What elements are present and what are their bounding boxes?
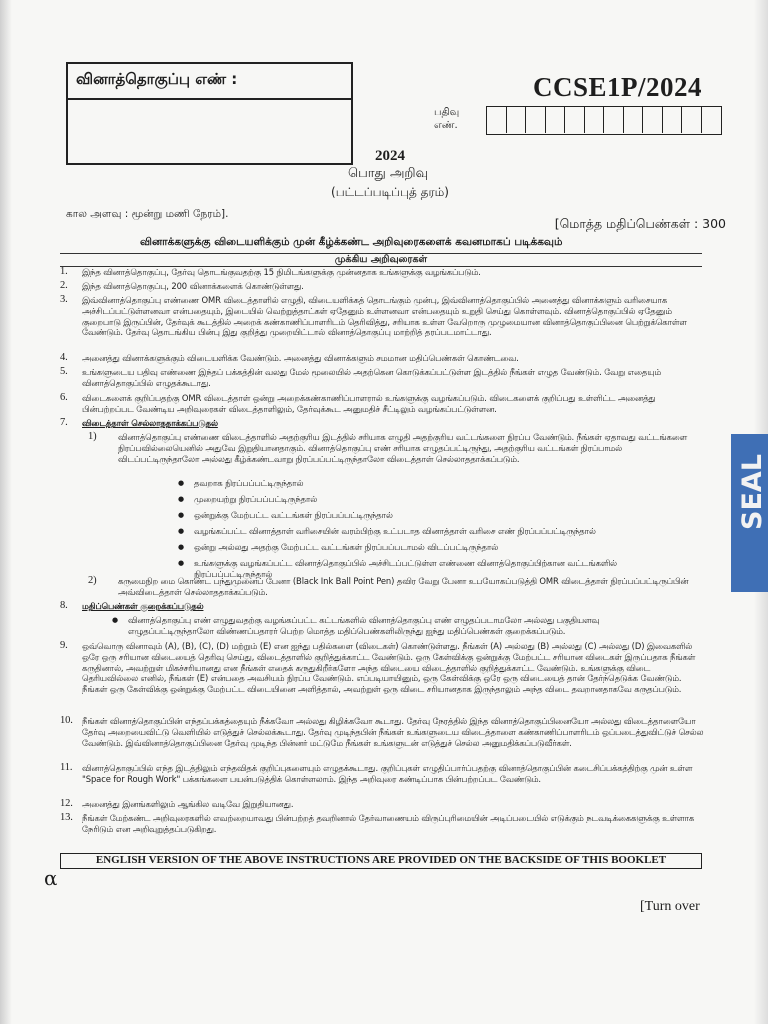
- instruction-text: வினாத்தொகுப்பில் எந்த இடத்திலும் எந்தவிதக் குறிப்புகளையும் எழுதக்கூடாது. குறிப்புகள் எழுதிப்பார்ப்பதற்கு வினாத்தொகுப்பின் கடைசிப்பக்கத்திற்கு முன் உள்ள "Space for Rough Work" பக்கங்களை பயன்படுத்திக் கொள்ளலாம். இந்த அறிவுரை கண்டிப்பாக பின்பற்றப்பட வேண்டும்.: [82, 763, 693, 784]
- instruction-text: ஒவ்வொரு வினாவும் (A), (B), (C), (D) மற்றும் (E) என ஐந்து பதில்களை (விடைகள்) கொண்டுள்ளது. நீங்கள் (A) அல்லது (B) அல்லது (C) அல்லது (D) இவைகளில் ஒரே ஒரு சரியான விடையைத் தெரிவு செய்து, விடைத்தாளில் குறித்துக்காட்ட வேண்டும். ஒரு கேள்விக்கு ஒன்றுக்கு மேற்பட்ட சரியான விடைகள் இருப்பதாக நீங்கள் கருதினால், அவற்றுள் மிகச்சரியானது என நீங்கள் எதைக் கருதுகிறீர்களோ அந்த விடையை விடைத்தாளில் குறித்துக்காட்ட வேண்டும். உங்களுக்கு விடை தெரியவில்லை எனில், நீங்கள் (E) என்பதை அவசியம் நிரப்ப வேண்டும். எப்படியாயினும், ஒரு கேள்விக்கு ஒரே ஒரு விடையைத் தான் தேர்ந்தெடுக்க வேண்டும். நீங்கள் ஒரு கேள்விக்கு ஒன்றுக்கு மேற்பட்ட விடையினை அளித்தால், அவற்றுள் ஒரு விடை சரியானதாக இருந்தாலும் அந்த விடை தவறானதாகவே கருதப்படும்.: [82, 641, 696, 695]
- invalidation-bullet-list: [60, 478, 705, 579]
- instruction-number: 11.: [60, 762, 73, 773]
- bullet-text: முறையற்று நிரப்பப்பட்டிருந்தால்: [194, 494, 318, 504]
- sub-item-number: 1): [88, 431, 97, 442]
- instructions-heading: முக்கிய அறிவுரைகள்: [60, 253, 702, 267]
- register-label-line1: பதிவு: [434, 107, 460, 118]
- bullet-mark: ●: [178, 559, 185, 567]
- subject-standard: (பட்டப்படிப்புத் தரம்): [331, 185, 449, 199]
- seal-tab: [731, 434, 768, 592]
- instruction-text: நீங்கள் வினாத்தொகுப்பின் எந்தப்பக்கத்தையும் நீக்கவோ அல்லது கிழிக்கவோ கூடாது. தேர்வு நேரத்தில் இந்த வினாத்தொகுப்பினையோ அல்லது விடைத்தாளையோ தேர்வு அறையைவிட்டு வெளியில் எடுத்துச் செல்லக்கூடாது. தேர்வு முடிந்தபின் நீங்கள் உங்களுடைய விடைத்தாளை கண்காணிப்பாளரிடம் ஒப்படைத்துவிட்டுச் செல்ல வேண்டும். இவ்வினாத்தொகுப்பினை தேர்வு முடிந்த பின்னர் மட்டுமே நீங்கள் உங்களுடன் எடுத்துச் செல்ல அனுமதிக்கப்படுவீர்கள்.: [82, 716, 704, 748]
- instruction-number: 8.: [60, 600, 68, 611]
- bullet-text: ஒன்றுக்கு மேற்பட்ட வட்டங்கள் நிரப்பப்பட்டிருந்தால்: [194, 510, 393, 520]
- bullet-mark: ●: [178, 527, 185, 535]
- register-digit-box: [565, 107, 585, 133]
- register-digit-box: [663, 107, 683, 133]
- instruction-item: [60, 716, 705, 762]
- register-digit-box: [624, 107, 644, 133]
- instruction-item: [60, 367, 705, 391]
- sub-item-text: வினாத்தொகுப்பு எண்ணை விடைத்தாளில் அதற்குரிய இடத்தில் சரியாக எழுதி அதற்குரிய வட்டங்களை நிரப்ப வேண்டும். நீங்கள் ஏதாவது வட்டங்களை நிரப்பவில்லையெனில் அதுவே இறுதியானதாகும். வினாத்தொகுப்பு எண் சரியாக எழுதப்பட்டிருந்து, அதற்குரிய வட்டங்கள் நிரப்பாமல் விடப்பட்டிருந்தாலோ அல்லது கீழ்க்கண்டவாறு நிரப்பப்பட்டிருந்தாலோ விடைத்தாள் செல்லாததாக்கப்படும்.: [118, 432, 688, 464]
- register-digit-box: [585, 107, 605, 133]
- bullet-mark: ●: [178, 479, 185, 487]
- instruction-number: 2.: [60, 280, 68, 291]
- instruction-item: [60, 418, 705, 430]
- register-digit-box: [487, 107, 507, 133]
- bullet-mark: ●: [178, 495, 185, 503]
- instruction-number: 1.: [60, 266, 68, 277]
- subject-title: பொது அறிவு: [347, 166, 429, 181]
- instruction-text: இந்த வினாத்தொகுப்பு, 200 வினாக்களைக் கொண்டுள்ளது.: [82, 281, 304, 291]
- invalidation-heading: விடைத்தாள் செல்லாததாக்கப்படுதல்: [82, 418, 218, 428]
- instruction-item: [60, 763, 705, 797]
- instruction-number: 3.: [60, 294, 68, 305]
- instruction-number: 7.: [60, 417, 68, 428]
- register-digit-box: [604, 107, 624, 133]
- series-symbol: α: [44, 866, 58, 890]
- register-digit-box: [546, 107, 566, 133]
- instruction-item: [60, 353, 705, 365]
- invalidation-sub-item-2: [60, 576, 705, 600]
- marks-reduction-heading: மதிப்பெண்கள் குறைக்கப்படுதல்: [82, 601, 204, 611]
- instruction-item: [60, 281, 705, 293]
- instruction-text: இந்த வினாத்தொகுப்பு, தேர்வு தொடங்குவதற்கு 15 நிமிடங்களுக்கு முன்னதாக உங்களுக்கு வழங்கப்படும்.: [82, 267, 481, 277]
- register-number-boxes: [486, 106, 722, 135]
- turn-over-label: [Turn over: [640, 899, 700, 914]
- instruction-item: [60, 267, 705, 279]
- bullet-text: வழங்கப்பட்ட வினாத்தாள் வரிசையின் வரம்பிற்கு உட்படாத வினாத்தாள் வரிசை எண் நிரப்பப்பட்டிருந்தால்: [194, 526, 596, 536]
- instruction-item: [60, 641, 705, 715]
- register-digit-box: [702, 107, 722, 133]
- instruction-text: உங்களுடைய பதிவு எண்ணை இந்தப் பக்கத்தின் வலது மேல் மூலையில் அதற்கென கொடுக்கப்பட்டுள்ள இடத்தில் நீங்கள் எழுத வேண்டும். வேறு எதையும் வினாத்தொகுப்பில் எழுதக்கூடாது.: [82, 367, 661, 388]
- instruction-number: 10.: [60, 715, 73, 726]
- instruction-number: 4.: [60, 352, 68, 363]
- instruction-item: [60, 393, 705, 417]
- instruction-number: 9.: [60, 640, 68, 651]
- bullet-mark: ●: [178, 511, 185, 519]
- instruction-number: 13.: [60, 812, 73, 823]
- exam-year: 2024: [375, 148, 405, 164]
- register-digit-box: [526, 107, 546, 133]
- seal-text: SEAL: [737, 454, 768, 530]
- instruction-number: 6.: [60, 392, 68, 403]
- instruction-item: [60, 799, 705, 811]
- duration-text: கால அளவு : மூன்று மணி நேரம்].: [66, 208, 229, 220]
- bullet-mark: ●: [112, 616, 119, 624]
- english-version-notice: ENGLISH VERSION OF THE ABOVE INSTRUCTIONS ARE PROVIDED ON THE BACKSIDE OF THIS BOOKLET: [60, 853, 702, 869]
- sub-item-text: கருமைநிற மை கொண்ட பந்துமுனைப் பேனா (Black Ink Ball Point Pen) தவிர வேறு பேனா உபயோகப்படுத்தி OMR விடைத்தாள் நிரப்பப்பட்டிருப்பின் அவ்விடைத்தாள் செல்லாததாக்கப்படும்.: [118, 576, 689, 597]
- register-digit-box: [643, 107, 663, 133]
- read-instructions-note: வினாக்களுக்கு விடையளிக்கும் முன் கீழ்க்கண்ட அறிவுரைகளைக் கவனமாகப் படிக்கவும்: [140, 236, 563, 248]
- register-label-line2: எண்.: [434, 120, 458, 131]
- register-digit-box: [507, 107, 527, 133]
- instruction-text: அனைத்து வினாக்களுக்கும் விடையளிக்க வேண்டும். அனைத்து வினாக்களும் சமமான மதிப்பெண்கள் கொண்டவை.: [82, 353, 519, 363]
- instruction-text: விடைகளைக் குறிப்பதற்கு OMR விடைத்தாள் ஒன்று அறைக்கண்காணிப்பாளரால் உங்களுக்கு வழங்கப்படும். விடைகளைக் குறிப்பது உள்ளிட்ட அனைத்து பின்பற்றப்பட வேண்டிய அறிவுரைகள் விடைத்தாளிலும், தேர்வுக்கூட அனுமதிச் சீட்டிலும் வழங்கப்பட்டுள்ளன.: [82, 393, 656, 414]
- marks-reduction-bullet: [60, 615, 705, 639]
- register-digit-box: [682, 107, 702, 133]
- question-booklet-divider: [68, 98, 351, 100]
- instruction-item: [60, 813, 705, 847]
- instruction-item: [60, 295, 705, 353]
- paper-code: CCSE1P/2024: [533, 72, 703, 102]
- instruction-item: [60, 601, 705, 613]
- instruction-number: 12.: [60, 798, 73, 809]
- sub-item-number: 2): [88, 575, 97, 586]
- instruction-number: 5.: [60, 366, 68, 377]
- bullet-text: உங்களுக்கு வழங்கப்பட்ட வினாத்தொகுப்பில் அச்சிடப்பட்டுள்ள எண்ணை வினாத்தொகுப்பிற்கான வட்டங்களில் நிரப்பப்பட்டிருந்தால்: [194, 558, 617, 579]
- register-number-label: [434, 106, 484, 132]
- invalidation-sub-item-1: [60, 432, 705, 476]
- instruction-text: இவ்வினாத்தொகுப்பு எண்ணை OMR விடைத்தாளில் எழுதி, விடையளிக்கத் தொடங்கும் முன்பு, இவ்வினாத்தொகுப்பில் அனைத்து வினாக்களும் வரிசையாக அச்சிடப்பட்டுள்ளனவா என்பதையும், இடையில் வெற்றுத்தாட்கள் ஏதேனும் உள்ளனவா என்பதையும் உறுதி செய்து கொள்ளவும். வினாத்தொகுப்பில் ஏதேனும் குறைபாடு இருப்பின், தேர்வுக் கூடத்தில் அறைக் கண்காணிப்பாளரிடம் தெரிவித்து, சரியாக உள்ள வேறொரு முழுமையான வினாத்தொகுப்பினை பெற்றுக்கொள்ள வேண்டும். தேர்வு தொடங்கிய பின்பு இது குறித்து முறையிட்டால் வினாத்தொகுப்பு மாற்றித் தரப்படமாட்டாது.: [82, 295, 687, 338]
- bullet-text: ஒன்று அல்லது அதற்கு மேற்பட்ட வட்டங்கள் நிரப்பப்படாமல் விடப்பட்டிருந்தால்: [194, 542, 499, 552]
- bullet-text: வினாத்தொகுப்பு எண் எழுதுவதற்கு வழங்கப்பட்ட கட்டங்களில் வினாத்தொகுப்பு எண் எழுதப்படாமலோ அல்லது பகுதியளவு எழுதப்பட்டிருந்தாலோ விண்ணப்பதாரர் பெற்ற மொத்த மதிப்பெண்களிலிருந்து ஐந்து மதிப்பெண்கள் குறைக்கப்படும்.: [128, 615, 600, 636]
- total-marks-text: [மொத்த மதிப்பெண்கள் : 300: [554, 216, 726, 231]
- question-booklet-label: வினாத்தொகுப்பு எண் :: [76, 70, 238, 88]
- bullet-text: தவறாக நிரப்பப்பட்டிருந்தால்: [194, 478, 304, 488]
- instruction-text: நீங்கள் மேற்கண்ட அறிவுரைகளில் எவற்றையாவது பின்பற்றத் தவறினால் தேர்வாணையம் விருப்புரிமையின் அடிப்படையில் எடுக்கும் நடவடிக்கைகளுக்கு உள்ளாக நேரிடும் என அறிவுறுத்தப்படுகிறது.: [82, 813, 695, 834]
- bullet-mark: ●: [178, 543, 185, 551]
- instruction-text: அனைத்து இனங்களிலும் ஆங்கில வடிவே இறுதியானது.: [82, 799, 294, 809]
